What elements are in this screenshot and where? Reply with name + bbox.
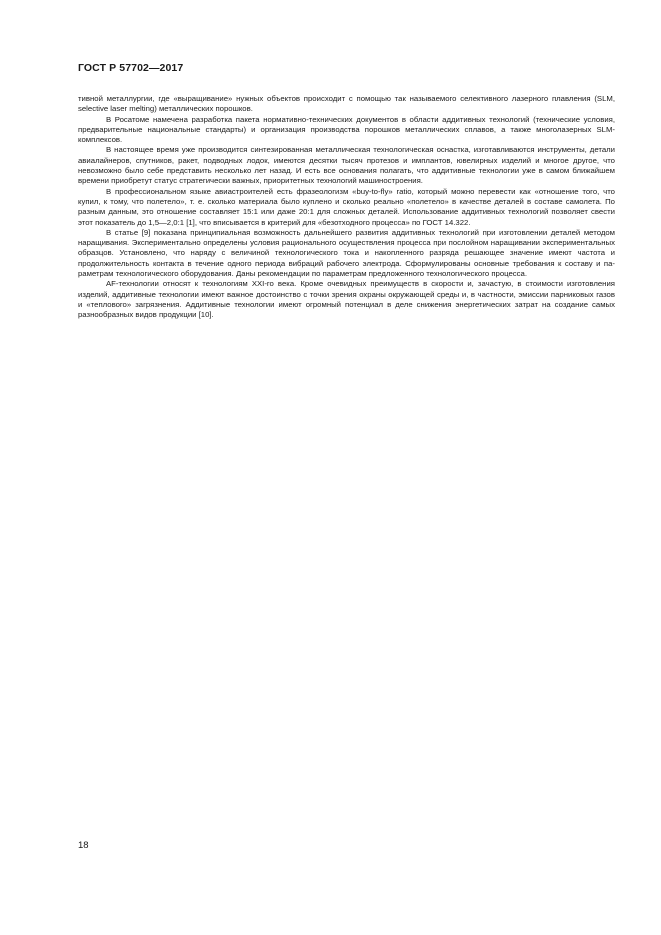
paragraph-rosatom: В Росатоме намечена разработка пакета нормативно-технических документов в области аддитивных технологий (технические условия, предварительные национальные стандарты) и организация производства порошков металлических сплавов, а также многолазерных SLM-комплексов. bbox=[78, 114, 615, 145]
document-header: ГОСТ Р 57702—2017 bbox=[78, 62, 184, 74]
page-number: 18 bbox=[78, 840, 89, 851]
paragraph-article-9: В статье [9] показана принципиальная возможность дальнейшего развития аддитивных технологий при изготовлении деталей методом наращивания. Экспериментально определены условия рационального осуществления процесса при послойном наращивании экспериментальных образцов. Установлено, что наряду с величиной технологического тока и накопленного разряда решающее значение имеют частота и продолжительность контакта в течение одного периода вибраций рабочего электрода. Сформулированы основные требования к составу и параметрам технологического оборудования. Даны рекомендации по параметрам предложенного технологического процесса. bbox=[78, 227, 615, 279]
paragraph-buy-to-fly: В профессиональном языке авиастроителей есть фразеологизм «buy-to-fly» ratio, который можно перевести как «отношение того, что купил, к тому, что полетело», т. е. сколько материала было куплено и сколько реально «полетело» в качестве деталей в составе самолета. По разным данным, это отношение составляет 15:1 или даже 20:1 для сложных деталей. Использование аддитивных технологий позволяет свести этот показатель до 1,5—2,0:1 [1], что вписывается в критерий для «безотходного процесса» по ГОСТ 14.322. bbox=[78, 186, 615, 227]
document-body bbox=[78, 94, 615, 321]
paragraph-af-technologies: AF-технологии относят к технологиям XXI-го века. Кроме очевидных преимуществ в скорости и, зачастую, в стоимости изготовления изделий, аддитивные технологии имеют важное достоинство с точки зрения охраны окружающей среды и, в частности, эмиссии парниковых газов и «теплового» загрязнения. Аддитивные технологии имеют огромный потенциал в деле снижения энергетических затрат на создание самых разнообразных видов продукции [10]. bbox=[78, 279, 615, 320]
paragraph-continuation: тивной металлургии, где «выращивание» нужных объектов происходит с помощью так называемого селективного лазерного плавления (SLM, selective laser melting) металлических порошков. bbox=[78, 94, 615, 114]
paragraph-current-production: В настоящее время уже производится синтезированная металлическая технологическая оснастка, изготавливаются инструменты, детали авиалайнеров, спутников, ракет, подводных лодок, имеются десятки тысяч протезов и имплантов, ювелирных изделий и многое другое, что невозможно было себе представить несколько лет назад. И есть все основания полагать, что аддитивные технологии уже в самом ближайшем времени приобретут статус стратегически важных, приоритетных технологий машиностроения. bbox=[78, 145, 615, 186]
